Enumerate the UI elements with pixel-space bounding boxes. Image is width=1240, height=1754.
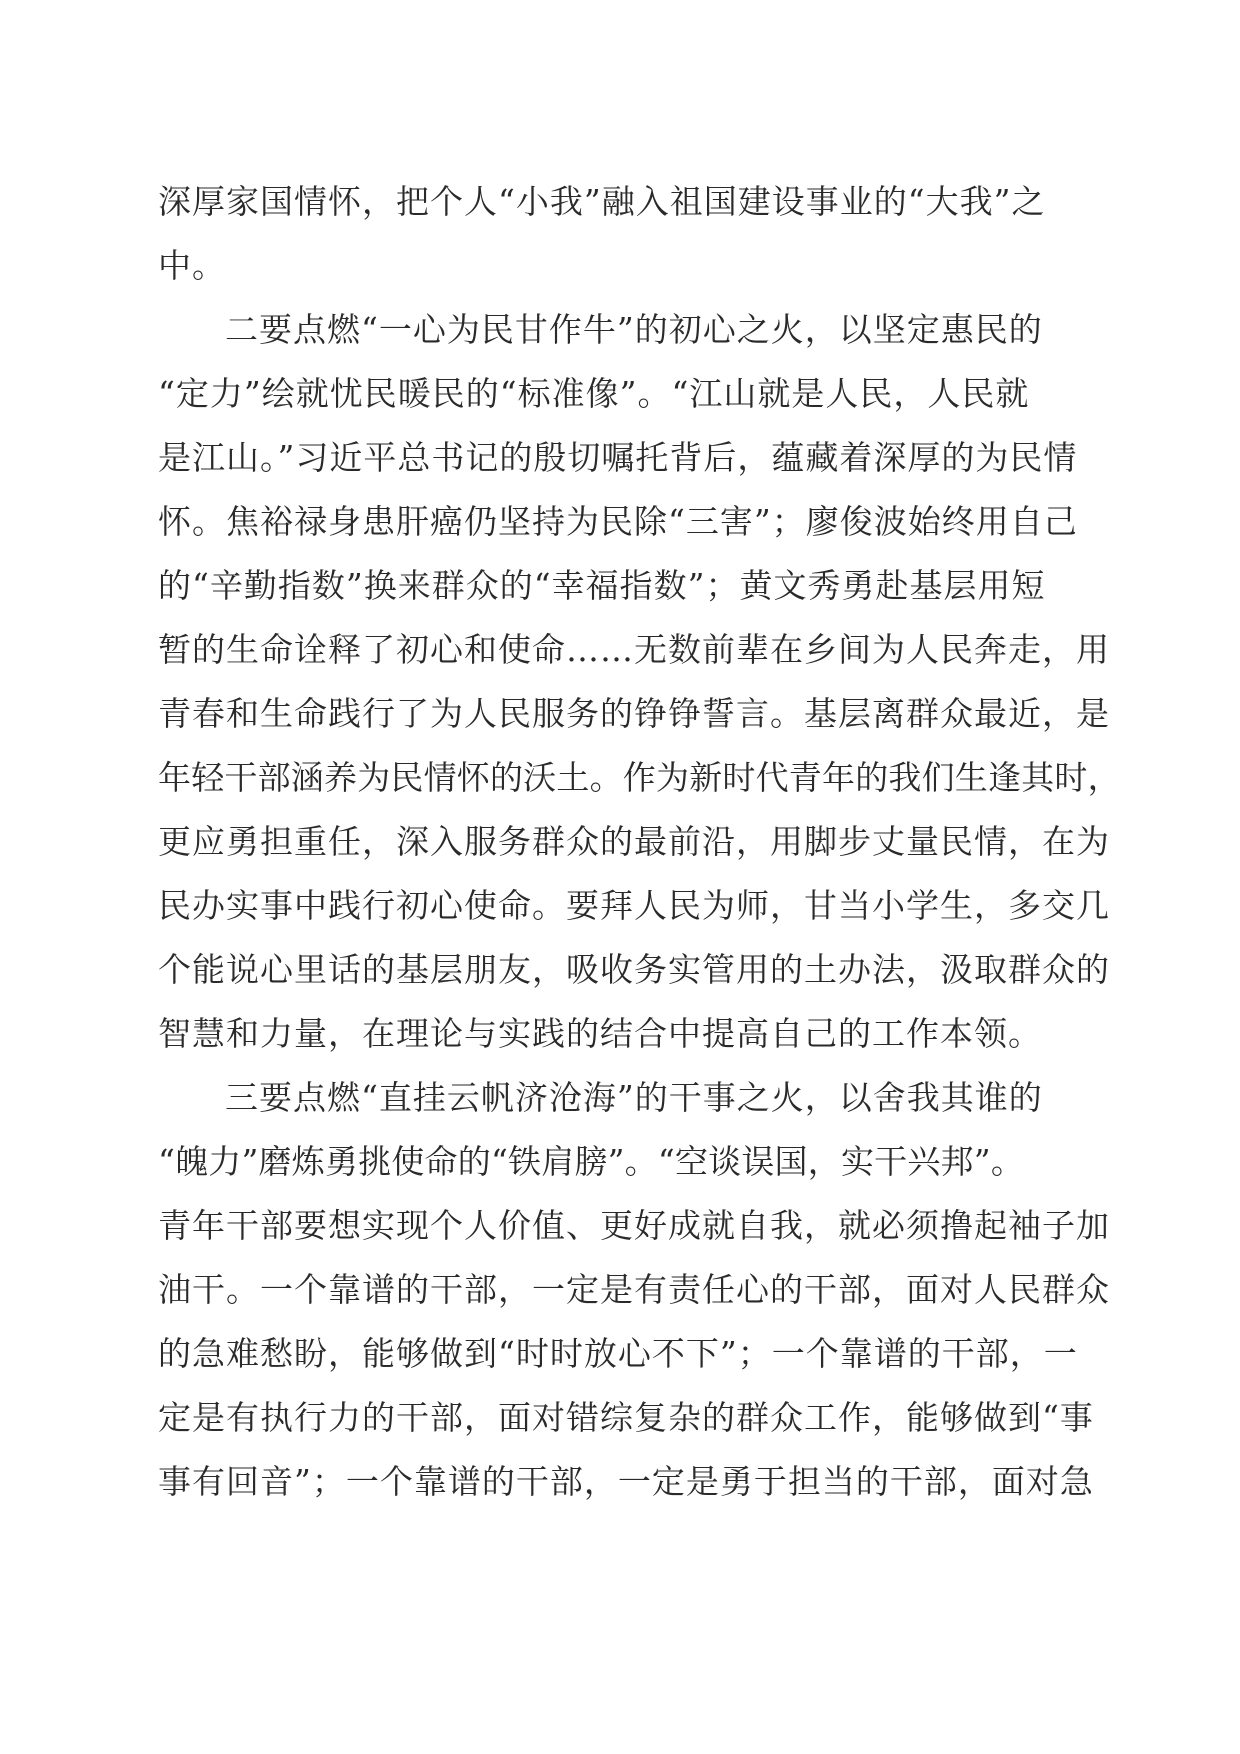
body-text: [158, 170, 1121, 1514]
text-line: 年轻干部涵养为民情怀的沃土。作为新时代青年的我们生逢其时，: [158, 758, 1121, 797]
text-line: 暂的生命诠释了初心和使命……无数前辈在乡间为人民奔走，用: [158, 630, 1110, 669]
text-line: 深厚家国情怀，把个人“小我”融入祖国建设事业的“大我”之: [158, 182, 1046, 221]
text-line: 的急难愁盼，能够做到“时时放心不下”；一个靠谱的干部，一: [158, 1334, 1078, 1373]
paragraph-3: [158, 1066, 1110, 1514]
text-line: 二要点燃“一心为民甘作牛”的初心之火，以坚定惠民的: [225, 310, 1043, 349]
text-line: 怀。焦裕禄身患肝癌仍坚持为民除“三害”；廖俊波始终用自己: [158, 502, 1078, 541]
text-line: 的“辛勤指数”换来群众的“幸福指数”；黄文秀勇赴基层用短: [158, 566, 1046, 605]
text-line: 中。: [158, 246, 226, 285]
text-line: 是江山。”习近平总书记的殷切嘱托背后，蕴藏着深厚的为民情: [158, 438, 1078, 477]
text-line: 民办实事中践行初心使命。要拜人民为师，甘当小学生，多交几: [158, 886, 1110, 925]
paragraph-2: [158, 298, 1121, 1066]
text-line: 更应勇担重任，深入服务群众的最前沿，用脚步丈量民情，在为: [158, 822, 1110, 861]
text-line: 青年干部要想实现个人价值、更好成就自我，就必须撸起袖子加: [158, 1206, 1110, 1245]
text-line: 青春和生命践行了为人民服务的铮铮誓言。基层离群众最近，是: [158, 694, 1110, 733]
text-line: 事有回音”；一个靠谱的干部，一定是勇于担当的干部，面对急: [158, 1462, 1094, 1501]
text-line: 油干。一个靠谱的干部，一定是有责任心的干部，面对人民群众: [158, 1270, 1110, 1309]
text-line: 个能说心里话的基层朋友，吸收务实管用的土办法，汲取群众的: [158, 950, 1110, 989]
text-line: 智慧和力量，在理论与实践的结合中提高自己的工作本领。: [158, 1014, 1042, 1053]
paragraph-1: [158, 170, 1078, 298]
text-line: “魄力”磨炼勇挑使命的“铁肩膀”。“空谈误国，实干兴邦”。: [158, 1142, 1025, 1181]
text-line: 三要点燃“直挂云帆济沧海”的干事之火，以舍我其谁的: [225, 1078, 1043, 1117]
text-line: 定是有执行力的干部，面对错综复杂的群众工作，能够做到“事: [158, 1398, 1094, 1437]
text-line: “定力”绘就忧民暖民的“标准像”。“江山就是人民，人民就: [158, 374, 1030, 413]
